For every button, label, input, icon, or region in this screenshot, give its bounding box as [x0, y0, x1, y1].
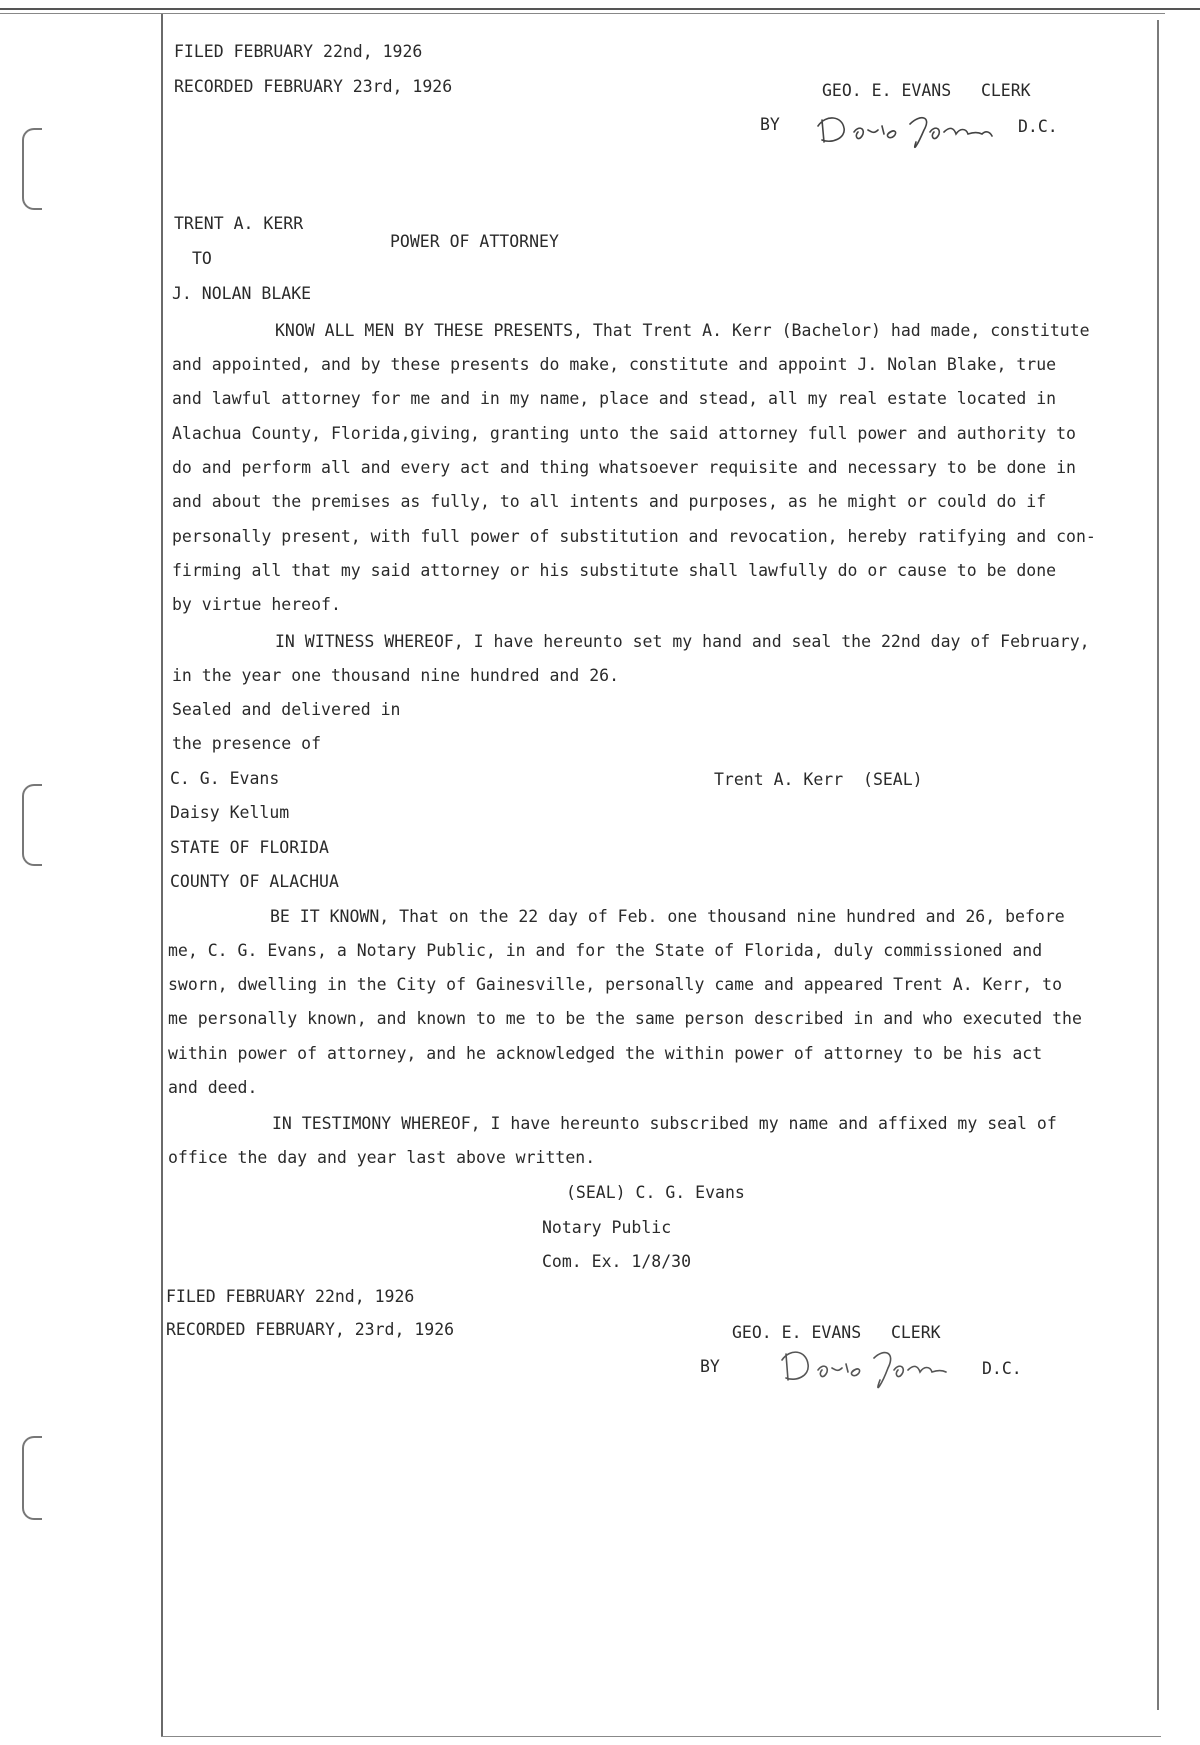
body-p1-line: by virtue hereof. — [172, 595, 341, 614]
footer-clerk: GEO. E. EVANS CLERK — [732, 1323, 941, 1342]
right-margin-rule — [1157, 20, 1159, 1710]
body-p3-line: and deed. — [168, 1078, 258, 1097]
sealed-line: the presence of — [172, 734, 322, 753]
county-heading: COUNTY OF ALACHUA — [170, 872, 339, 891]
top-border-inner — [0, 13, 1165, 14]
body-p4-line: IN TESTIMONY WHEREOF, I have hereunto subscribed my name and affixed my seal of — [272, 1114, 1057, 1133]
body-p1-line: and lawful attorney for me and in my name, place and stead, all my real estate located in — [172, 389, 1057, 408]
header-by: BY — [760, 115, 780, 134]
body-p3-line: BE IT KNOWN, That on the 22 day of Feb. one thousand nine hundred and 26, before — [270, 907, 1065, 926]
notary-seal-name: (SEAL) C. G. Evans — [566, 1183, 745, 1202]
document-title: POWER OF ATTORNEY — [390, 232, 559, 251]
top-border — [0, 8, 1200, 10]
body-p3-line: me personally known, and known to me to be the same person described in and who executed the — [168, 1009, 1082, 1028]
body-p3-line: sworn, dwelling in the City of Gainesville, personally came and appeared Trent A. Kerr, to — [168, 975, 1063, 994]
header-dc: D.C. — [1018, 117, 1058, 136]
footer-filed: FILED FEBRUARY 22nd, 1926 — [166, 1287, 415, 1306]
grantee-name: J. NOLAN BLAKE — [172, 284, 312, 303]
grantor-name: TRENT A. KERR — [174, 214, 304, 233]
body-p1-line: and appointed, and by these presents do make, constitute and appoint J. Nolan Blake, true — [172, 355, 1057, 374]
body-p2-line: IN WITNESS WHEREOF, I have hereunto set my hand and seal the 22nd day of February, — [275, 632, 1090, 651]
body-p2-line: in the year one thousand nine hundred and 26. — [172, 666, 620, 685]
body-p1-line: and about the premises as fully, to all intents and purposes, as he might or could do if — [172, 492, 1047, 511]
body-p1-line: firming all that my said attorney or his substitute shall lawfully do or cause to be done — [172, 561, 1057, 580]
header-recorded: RECORDED FEBRUARY 23rd, 1926 — [174, 77, 453, 96]
header-filed: FILED FEBRUARY 22nd, 1926 — [174, 42, 423, 61]
left-margin-rule — [161, 14, 163, 1736]
footer-recorded: RECORDED FEBRUARY, 23rd, 1926 — [166, 1320, 455, 1339]
signer-name: Trent A. Kerr (SEAL) — [714, 770, 923, 789]
notary-commission: Com. Ex. 1/8/30 — [542, 1252, 692, 1271]
footer-by: BY — [700, 1357, 720, 1376]
body-p1-line: KNOW ALL MEN BY THESE PRESENTS, That Trent A. Kerr (Bachelor) had made, constitute — [275, 321, 1090, 340]
clerk-signature-bottom — [776, 1342, 976, 1402]
body-p1-line: personally present, with full power of substitution and revocation, hereby ratifying and con- — [172, 527, 1096, 546]
body-p1-line: Alachua County, Florida,giving, granting unto the said attorney full power and authority to — [172, 424, 1076, 443]
bottom-border — [161, 1736, 1161, 1737]
body-p1-line: do and perform all and every act and thing whatsoever requisite and necessary to be done in — [172, 458, 1076, 477]
body-p3-line: within power of attorney, and he acknowledged the within power of attorney to be his act — [168, 1044, 1043, 1063]
witness-name: C. G. Evans — [170, 769, 280, 788]
sealed-line: Sealed and delivered in — [172, 700, 401, 719]
binder-hole-bottom — [22, 1436, 42, 1520]
footer-dc: D.C. — [982, 1359, 1022, 1378]
state-heading: STATE OF FLORIDA — [170, 838, 329, 857]
binder-hole-top — [22, 128, 42, 210]
clerk-signature-top — [812, 104, 1012, 156]
witness-name: Daisy Kellum — [170, 803, 290, 822]
header-clerk: GEO. E. EVANS CLERK — [822, 81, 1031, 100]
binder-hole-middle — [22, 784, 42, 866]
body-p4-line: office the day and year last above written. — [168, 1148, 596, 1167]
body-p3-line: me, C. G. Evans, a Notary Public, in and for the State of Florida, duly commissioned and — [168, 941, 1043, 960]
notary-title: Notary Public — [542, 1218, 672, 1237]
to-label: TO — [192, 249, 212, 268]
